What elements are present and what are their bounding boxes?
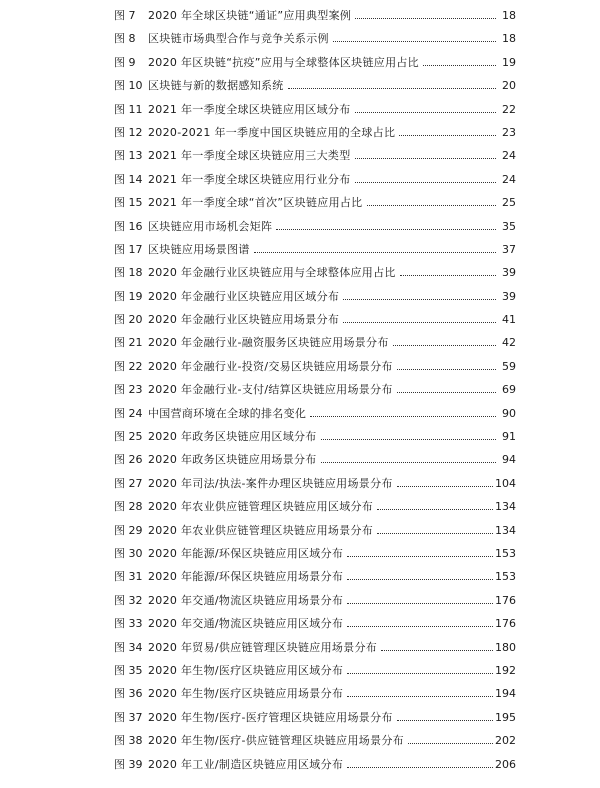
figure-number: 图 34 xyxy=(114,640,143,654)
figure-title: 2020 年金融行业-融资服务区块链应用场景分布 xyxy=(148,336,389,350)
page-number: 19 xyxy=(502,55,516,69)
page-number: 104 xyxy=(495,476,516,490)
figure-title: 区块链与新的数据感知系统 xyxy=(148,79,284,93)
page-number: 35 xyxy=(502,219,516,233)
dot-leader xyxy=(347,626,493,627)
page-number: 41 xyxy=(502,313,516,327)
toc-entry[interactable] xyxy=(114,565,516,588)
figure-number: 图 29 xyxy=(114,523,143,537)
toc-entry[interactable] xyxy=(114,519,516,542)
dot-leader xyxy=(347,673,493,674)
dot-leader xyxy=(381,650,493,651)
dot-leader xyxy=(333,41,496,42)
figure-title: 2020 年能源/环保区块链应用场景分布 xyxy=(148,570,344,584)
figure-title: 2020-2021 年一季度中国区块链应用的全球占比 xyxy=(148,125,396,139)
figure-title: 2020 年生物/医疗-供应链管理区块链应用场景分布 xyxy=(148,734,404,748)
page-number: 194 xyxy=(495,687,516,701)
toc-entry[interactable] xyxy=(114,331,516,354)
page-number: 69 xyxy=(502,383,516,397)
figure-number: 图 16 xyxy=(114,219,143,233)
toc-entry[interactable] xyxy=(114,378,516,401)
page-number: 195 xyxy=(495,710,516,724)
dot-leader xyxy=(377,509,493,510)
dot-leader xyxy=(423,65,496,66)
page-number: 25 xyxy=(502,196,516,210)
figure-number: 图 11 xyxy=(114,102,143,116)
toc-entry[interactable] xyxy=(114,144,516,167)
figure-title: 2021 年一季度全球“首次”区块链应用占比 xyxy=(148,196,363,210)
toc-entry[interactable] xyxy=(114,191,516,214)
dot-leader xyxy=(399,135,496,136)
page-number: 94 xyxy=(502,453,516,467)
toc-entry[interactable] xyxy=(114,402,516,425)
page-number: 180 xyxy=(495,640,516,654)
figure-number: 图 22 xyxy=(114,359,143,373)
figure-title: 2020 年交通/物流区块链应用场景分布 xyxy=(148,593,344,607)
dot-leader xyxy=(355,18,496,19)
page-number: 176 xyxy=(495,593,516,607)
figure-number: 图 35 xyxy=(114,663,143,677)
toc-entry[interactable] xyxy=(114,612,516,635)
dot-leader xyxy=(254,252,496,253)
toc-entry[interactable] xyxy=(114,238,516,261)
figure-title: 2020 年生物/医疗区块链应用区域分布 xyxy=(148,663,344,677)
figure-title: 中国营商环境在全球的排名变化 xyxy=(148,406,307,420)
dot-leader xyxy=(408,743,493,744)
page-number: 134 xyxy=(495,500,516,514)
figure-title: 2020 年金融行业-投资/交易区块链应用场景分布 xyxy=(148,359,393,373)
dot-leader xyxy=(393,345,496,346)
page-number: 18 xyxy=(502,32,516,46)
figure-number: 图 7 xyxy=(114,9,136,22)
dot-leader xyxy=(347,556,493,557)
figure-number: 图 23 xyxy=(114,383,143,397)
toc-entry[interactable] xyxy=(114,51,516,74)
figure-list xyxy=(114,4,516,776)
dot-leader xyxy=(400,275,496,276)
dot-leader xyxy=(321,462,496,463)
figure-number: 图 12 xyxy=(114,125,143,139)
figure-title: 2020 年金融行业区块链应用与全球整体应用占比 xyxy=(148,266,396,280)
toc-entry[interactable] xyxy=(114,121,516,144)
figure-number: 图 14 xyxy=(114,172,143,186)
figure-title: 2020 年金融行业-支付/结算区块链应用场景分布 xyxy=(148,383,393,397)
page-number: 37 xyxy=(502,242,516,256)
figure-number: 图 9 xyxy=(114,55,136,69)
figure-title: 区块链市场典型合作与竞争关系示例 xyxy=(148,32,329,46)
figure-title: 2020 年生物/医疗-医疗管理区块链应用场景分布 xyxy=(148,710,393,724)
figure-title: 2020 年全球区块链“通证”应用典型案例 xyxy=(148,9,352,22)
page-number: 176 xyxy=(495,617,516,631)
toc-entry[interactable] xyxy=(114,495,516,518)
dot-leader xyxy=(343,322,496,323)
page-number: 192 xyxy=(495,663,516,677)
figure-number: 图 13 xyxy=(114,149,143,163)
toc-entry[interactable] xyxy=(114,753,516,776)
dot-leader xyxy=(367,205,497,206)
figure-number: 图 36 xyxy=(114,687,143,701)
figure-title: 2020 年区块链“抗疫”应用与全球整体区块链应用占比 xyxy=(148,55,419,69)
dot-leader xyxy=(355,158,497,159)
toc-entry[interactable] xyxy=(114,729,516,752)
page-number: 202 xyxy=(495,734,516,748)
page-number: 22 xyxy=(502,102,516,116)
toc-entry[interactable] xyxy=(114,261,516,284)
toc-entry[interactable] xyxy=(114,27,516,50)
figure-number: 图 28 xyxy=(114,500,143,514)
figure-title: 2020 年金融行业区块链应用场景分布 xyxy=(148,313,340,327)
figure-number: 图 8 xyxy=(114,32,136,46)
dot-leader xyxy=(347,603,493,604)
figure-number: 图 17 xyxy=(114,242,143,256)
figure-title: 2020 年农业供应链管理区块链应用场景分布 xyxy=(148,523,374,537)
figure-title: 2020 年能源/环保区块链应用区域分布 xyxy=(148,546,344,560)
dot-leader xyxy=(377,533,493,534)
figure-title: 2020 年贸易/供应链管理区块链应用场景分布 xyxy=(148,640,378,654)
figure-title: 2020 年工业/制造区块链应用区域分布 xyxy=(148,757,344,771)
toc-entry[interactable] xyxy=(114,308,516,331)
page-number: 134 xyxy=(495,523,516,537)
page-number: 39 xyxy=(502,289,516,303)
dot-leader xyxy=(347,767,493,768)
figure-title: 2020 年司法/执法-案件办理区块链应用场景分布 xyxy=(148,476,393,490)
figure-title: 2020 年金融行业区块链应用区域分布 xyxy=(148,289,340,303)
dot-leader xyxy=(355,112,497,113)
figure-number: 图 38 xyxy=(114,734,143,748)
figure-number: 图 30 xyxy=(114,546,143,560)
toc-entry[interactable] xyxy=(114,168,516,191)
figure-number: 图 19 xyxy=(114,289,143,303)
figure-number: 图 15 xyxy=(114,196,143,210)
page-number: 206 xyxy=(495,757,516,771)
dot-leader xyxy=(321,439,496,440)
figure-number: 图 10 xyxy=(114,79,143,93)
page-number: 23 xyxy=(502,125,516,139)
toc-entry[interactable] xyxy=(114,636,516,659)
dot-leader xyxy=(397,369,496,370)
figure-title: 2020 年政务区块链应用场景分布 xyxy=(148,453,317,467)
toc-entry[interactable] xyxy=(114,659,516,682)
figure-title: 2020 年生物/医疗区块链应用场景分布 xyxy=(148,687,344,701)
page-number: 42 xyxy=(502,336,516,350)
toc-entry[interactable] xyxy=(114,215,516,238)
figure-number: 图 37 xyxy=(114,710,143,724)
figure-number: 图 25 xyxy=(114,430,143,444)
figure-title: 区块链应用市场机会矩阵 xyxy=(148,219,273,233)
toc-entry[interactable] xyxy=(114,425,516,448)
toc-entry[interactable] xyxy=(114,4,516,27)
figure-title: 2021 年一季度全球区块链应用区域分布 xyxy=(148,102,351,116)
dot-leader xyxy=(347,696,493,697)
figure-title: 2020 年农业供应链管理区块链应用区域分布 xyxy=(148,500,374,514)
toc-entry[interactable] xyxy=(114,542,516,565)
page-number: 153 xyxy=(495,570,516,584)
dot-leader xyxy=(310,416,496,417)
page-number: 24 xyxy=(502,172,516,186)
dot-leader xyxy=(397,486,493,487)
figure-number: 图 26 xyxy=(114,453,143,467)
figure-title: 2020 年交通/物流区块链应用区域分布 xyxy=(148,617,344,631)
figure-title: 区块链应用场景图谱 xyxy=(148,242,250,256)
figure-number: 图 33 xyxy=(114,617,143,631)
figure-title: 2021 年一季度全球区块链应用三大类型 xyxy=(148,149,351,163)
figure-number: 图 39 xyxy=(114,757,143,771)
toc-entry[interactable] xyxy=(114,472,516,495)
dot-leader xyxy=(347,579,493,580)
toc-entry[interactable] xyxy=(114,285,516,308)
page-number: 153 xyxy=(495,546,516,560)
toc-entry[interactable] xyxy=(114,706,516,729)
dot-leader xyxy=(397,392,496,393)
figure-title: 2021 年一季度全球区块链应用行业分布 xyxy=(148,172,351,186)
toc-entry[interactable] xyxy=(114,74,516,97)
toc-entry[interactable] xyxy=(114,448,516,471)
page-number: 90 xyxy=(502,406,516,420)
figure-number: 图 32 xyxy=(114,593,143,607)
figure-number: 图 21 xyxy=(114,336,143,350)
dot-leader xyxy=(355,182,497,183)
page-number: 24 xyxy=(502,149,516,163)
page-number: 91 xyxy=(502,430,516,444)
page-number: 59 xyxy=(502,359,516,373)
page-number: 18 xyxy=(502,9,516,22)
figure-number: 图 27 xyxy=(114,476,143,490)
figure-number: 图 31 xyxy=(114,570,143,584)
dot-leader xyxy=(397,720,493,721)
page-number: 20 xyxy=(502,79,516,93)
figure-number: 图 18 xyxy=(114,266,143,280)
dot-leader xyxy=(343,299,496,300)
figure-number: 图 20 xyxy=(114,313,143,327)
toc-entry[interactable] xyxy=(114,682,516,705)
toc-entry[interactable] xyxy=(114,589,516,612)
dot-leader xyxy=(276,229,496,230)
figure-title: 2020 年政务区块链应用区域分布 xyxy=(148,430,317,444)
toc-entry[interactable] xyxy=(114,355,516,378)
figure-number: 图 24 xyxy=(114,406,143,420)
toc-entry[interactable] xyxy=(114,98,516,121)
page-number: 39 xyxy=(502,266,516,280)
dot-leader xyxy=(288,88,496,89)
